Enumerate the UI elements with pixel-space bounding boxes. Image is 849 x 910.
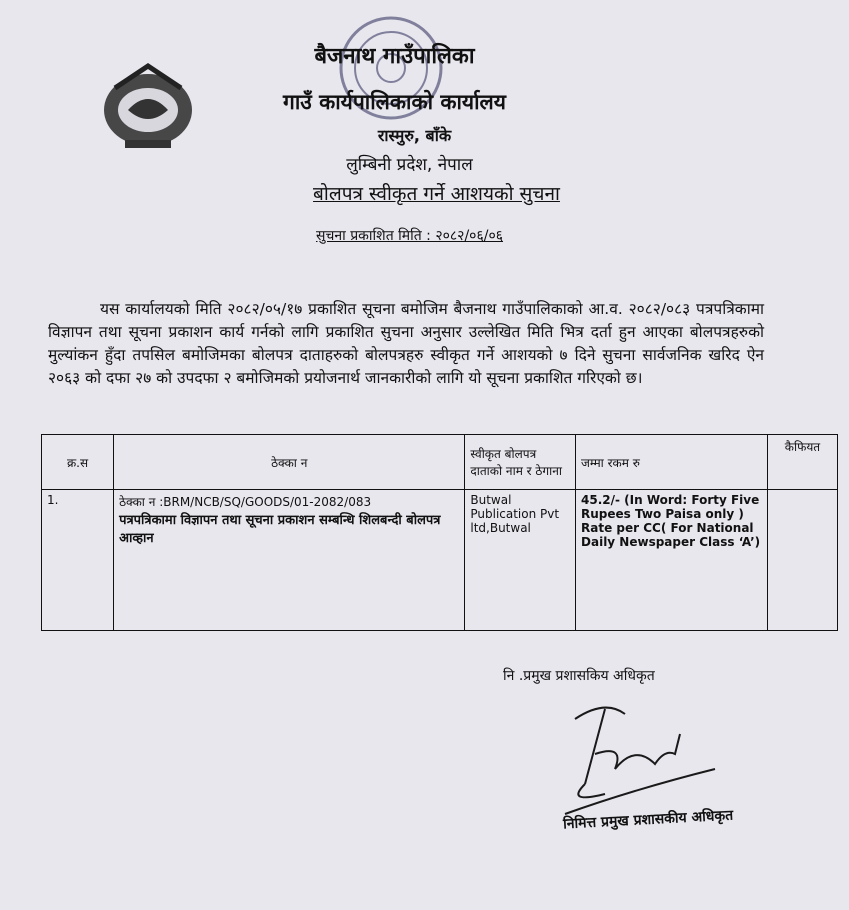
bid-table xyxy=(41,434,838,631)
contract-number: ठेक्का न :BRM/NCB/SQ/GOODS/01-2082/083 xyxy=(119,495,372,509)
cell-remarks xyxy=(767,490,837,631)
published-date: सुचना प्रकाशित मिति : २०८२/०६/०६ xyxy=(316,228,504,244)
cell-sn: 1. xyxy=(42,490,114,631)
signature-bottom-label: निमित्त प्रमुख प्रशासकीय अधिकृत xyxy=(562,807,734,833)
notice-title-row xyxy=(12,180,849,206)
cell-contract xyxy=(114,490,465,631)
cell-amount: 45.2/- (In Word: Forty Five Rupees Two Paisa only ) Rate per CC( For National Daily Newspaper Class ‘A’) xyxy=(576,490,768,631)
signature-top-label: नि .प्रमुख प्रशासकिय अधिकृत xyxy=(503,668,655,684)
office-name: गाउँ कार्यपालिकाको कार्यालय xyxy=(283,90,506,114)
province-name: लुम्बिनी प्रदेश, नेपाल xyxy=(346,155,473,175)
municipality-name: बैजनाथ गाउँपालिका xyxy=(314,44,475,69)
notice-body: यस कार्यालयको मिति २०८२/०५/१७ प्रकाशित सूचना बमोजिम बैजनाथ गाउँपालिकाको आ.व. २०८२/०८३ पत्रपत्रिकामा विज्ञापन तथा सूचना प्रकाशन कार्य गर्नको लागि प्रकाशित सुचना अनुसार उल्लेखित मिति भित्र दर्ता हुन आएका बोलपत्रहरुको मुल्यांकन हुँदा तपसिल बमोजिमका बोलपत्र दाताहरुको बोलपत्रहरु स्वीकृत गर्ने आशयको ७ दिने सुचना सार्वजनिक खरिद ऐन २०६३ को दफा २७ को उपदफा २ बमोजिमको प्रयोजनार्थ जानकारीको लागि यो सूचना प्रकाशित गरिएको छ। xyxy=(48,300,764,387)
handwritten-signature-icon xyxy=(545,694,745,824)
col-header-sn: क्र.स xyxy=(42,435,114,490)
office-location: रास्मुरु, बाँके xyxy=(377,126,452,145)
col-header-amount: जम्मा रकम रु xyxy=(576,435,768,490)
contract-description: पत्रपत्रिकामा विज्ञापन तथा सूचना प्रकाशन सम्बन्धि शिलबन्दी बोलपत्र आव्हान xyxy=(119,513,441,546)
table-row xyxy=(42,490,838,631)
col-header-remarks: कैफियत xyxy=(767,435,837,490)
col-header-bidder: स्वीकृत बोलपत्र दाताको नाम र ठेगाना xyxy=(465,435,576,490)
cell-bidder: Butwal Publication Pvt ltd,Butwal xyxy=(465,490,576,631)
col-header-contract: ठेक्का न xyxy=(114,435,465,490)
notice-title: बोलपत्र स्वीकृत गर्ने आशयको सुचना xyxy=(313,183,560,205)
table-header-row xyxy=(42,435,838,490)
